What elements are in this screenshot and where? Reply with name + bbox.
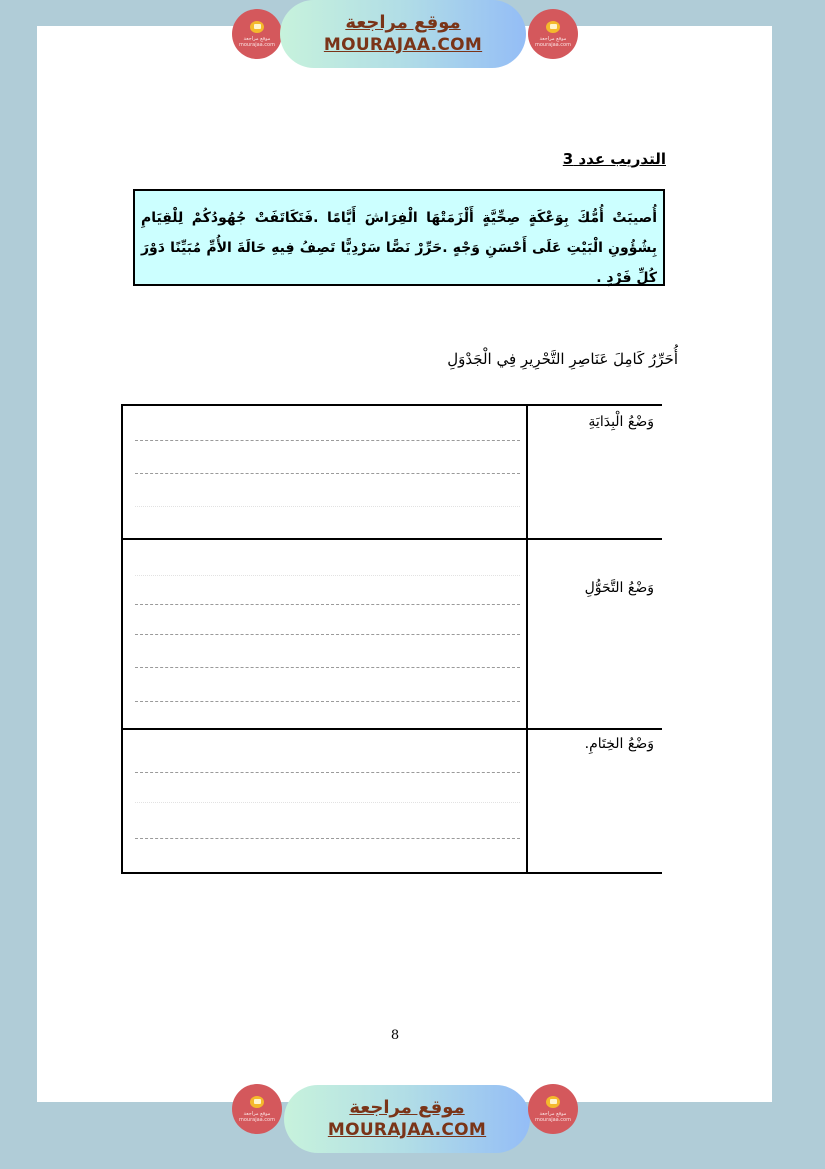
badge-caption-ar: موقع مراجعة [243, 1110, 271, 1117]
exercise-prompt-box: أُصيبَتْ أُمُّكَ بِوَعْكَةٍ صِحِّيَّةٍ أَلْزَمَتْهَا الْفِرَاشَ أَيَّامًا .فَتَكَاتَفَتْ جُهُودُكُمْ لِلْقِيَامِ بِشُؤُونِ الْبَيْتِ عَلَى أَحْسَنِ وَجْهٍ .حَرِّرْ نَصًّا سَرْدِيًّا تَصِفُ فِيهِ حَالَةَ الأُمِّ مُبَيِّنًا دَوْرَ كُلِّ فَرْدٍ . [133, 189, 665, 286]
writing-area[interactable] [122, 539, 527, 729]
writing-line [135, 701, 520, 702]
writing-line [135, 772, 520, 773]
site-name: MOURAJAA.COM [323, 35, 483, 55]
book-icon [546, 21, 560, 33]
writing-line [135, 838, 520, 839]
badge-caption-ar: موقع مراجعة [243, 35, 271, 42]
writing-area[interactable] [122, 405, 527, 539]
site-logo-badge [232, 1084, 282, 1134]
book-icon [250, 1096, 264, 1108]
site-banner-bottom [0, 1080, 825, 1160]
table-instruction: أُحَرِّرُ كَامِلَ عَنَاصِرِ التَّحْرِيرِ فِي الْجَدْوَلِ [447, 350, 678, 368]
writing-line [135, 802, 520, 803]
site-link-pill[interactable] [280, 0, 526, 68]
site-arabic-title: موقع مراجعة [345, 12, 461, 33]
book-icon [546, 1096, 560, 1108]
site-logo-badge [528, 9, 578, 59]
writing-area[interactable] [122, 729, 527, 873]
row-label-cell [527, 405, 662, 539]
badge-caption-en: mourajaa.com [238, 41, 275, 48]
table-row [122, 539, 662, 729]
row-label: وَضْعُ التَّحَوُّلِ [584, 580, 654, 596]
writing-table [121, 404, 662, 874]
book-icon [250, 21, 264, 33]
site-logo-badge [528, 1084, 578, 1134]
writing-line [135, 440, 520, 441]
badge-caption-en: mourajaa.com [238, 1116, 275, 1123]
exercise-title: التدريب عدد 3 [562, 150, 666, 168]
table-row [122, 729, 662, 873]
row-label-cell [527, 539, 662, 729]
page-number: 8 [390, 1028, 400, 1043]
badge-caption-en: mourajaa.com [534, 41, 571, 48]
row-label-cell [527, 729, 662, 873]
site-banner-top [0, 0, 825, 80]
site-logo-badge [232, 9, 282, 59]
writing-line [135, 575, 520, 576]
badge-caption-en: mourajaa.com [534, 1116, 571, 1123]
site-arabic-title: موقع مراجعة [349, 1097, 465, 1118]
writing-line [135, 473, 520, 474]
site-name: MOURAJAA.COM [327, 1120, 487, 1140]
writing-line [135, 506, 520, 507]
row-label: وَضْعُ الخِتَامِ. [584, 736, 654, 752]
writing-line [135, 634, 520, 635]
table-row [122, 405, 662, 539]
badge-caption-ar: موقع مراجعة [539, 1110, 567, 1117]
site-link-pill[interactable] [284, 1085, 530, 1153]
badge-caption-ar: موقع مراجعة [539, 35, 567, 42]
row-label: وَضْعُ الْبِدَايَةِ [588, 414, 654, 430]
writing-line [135, 667, 520, 668]
writing-line [135, 604, 520, 605]
